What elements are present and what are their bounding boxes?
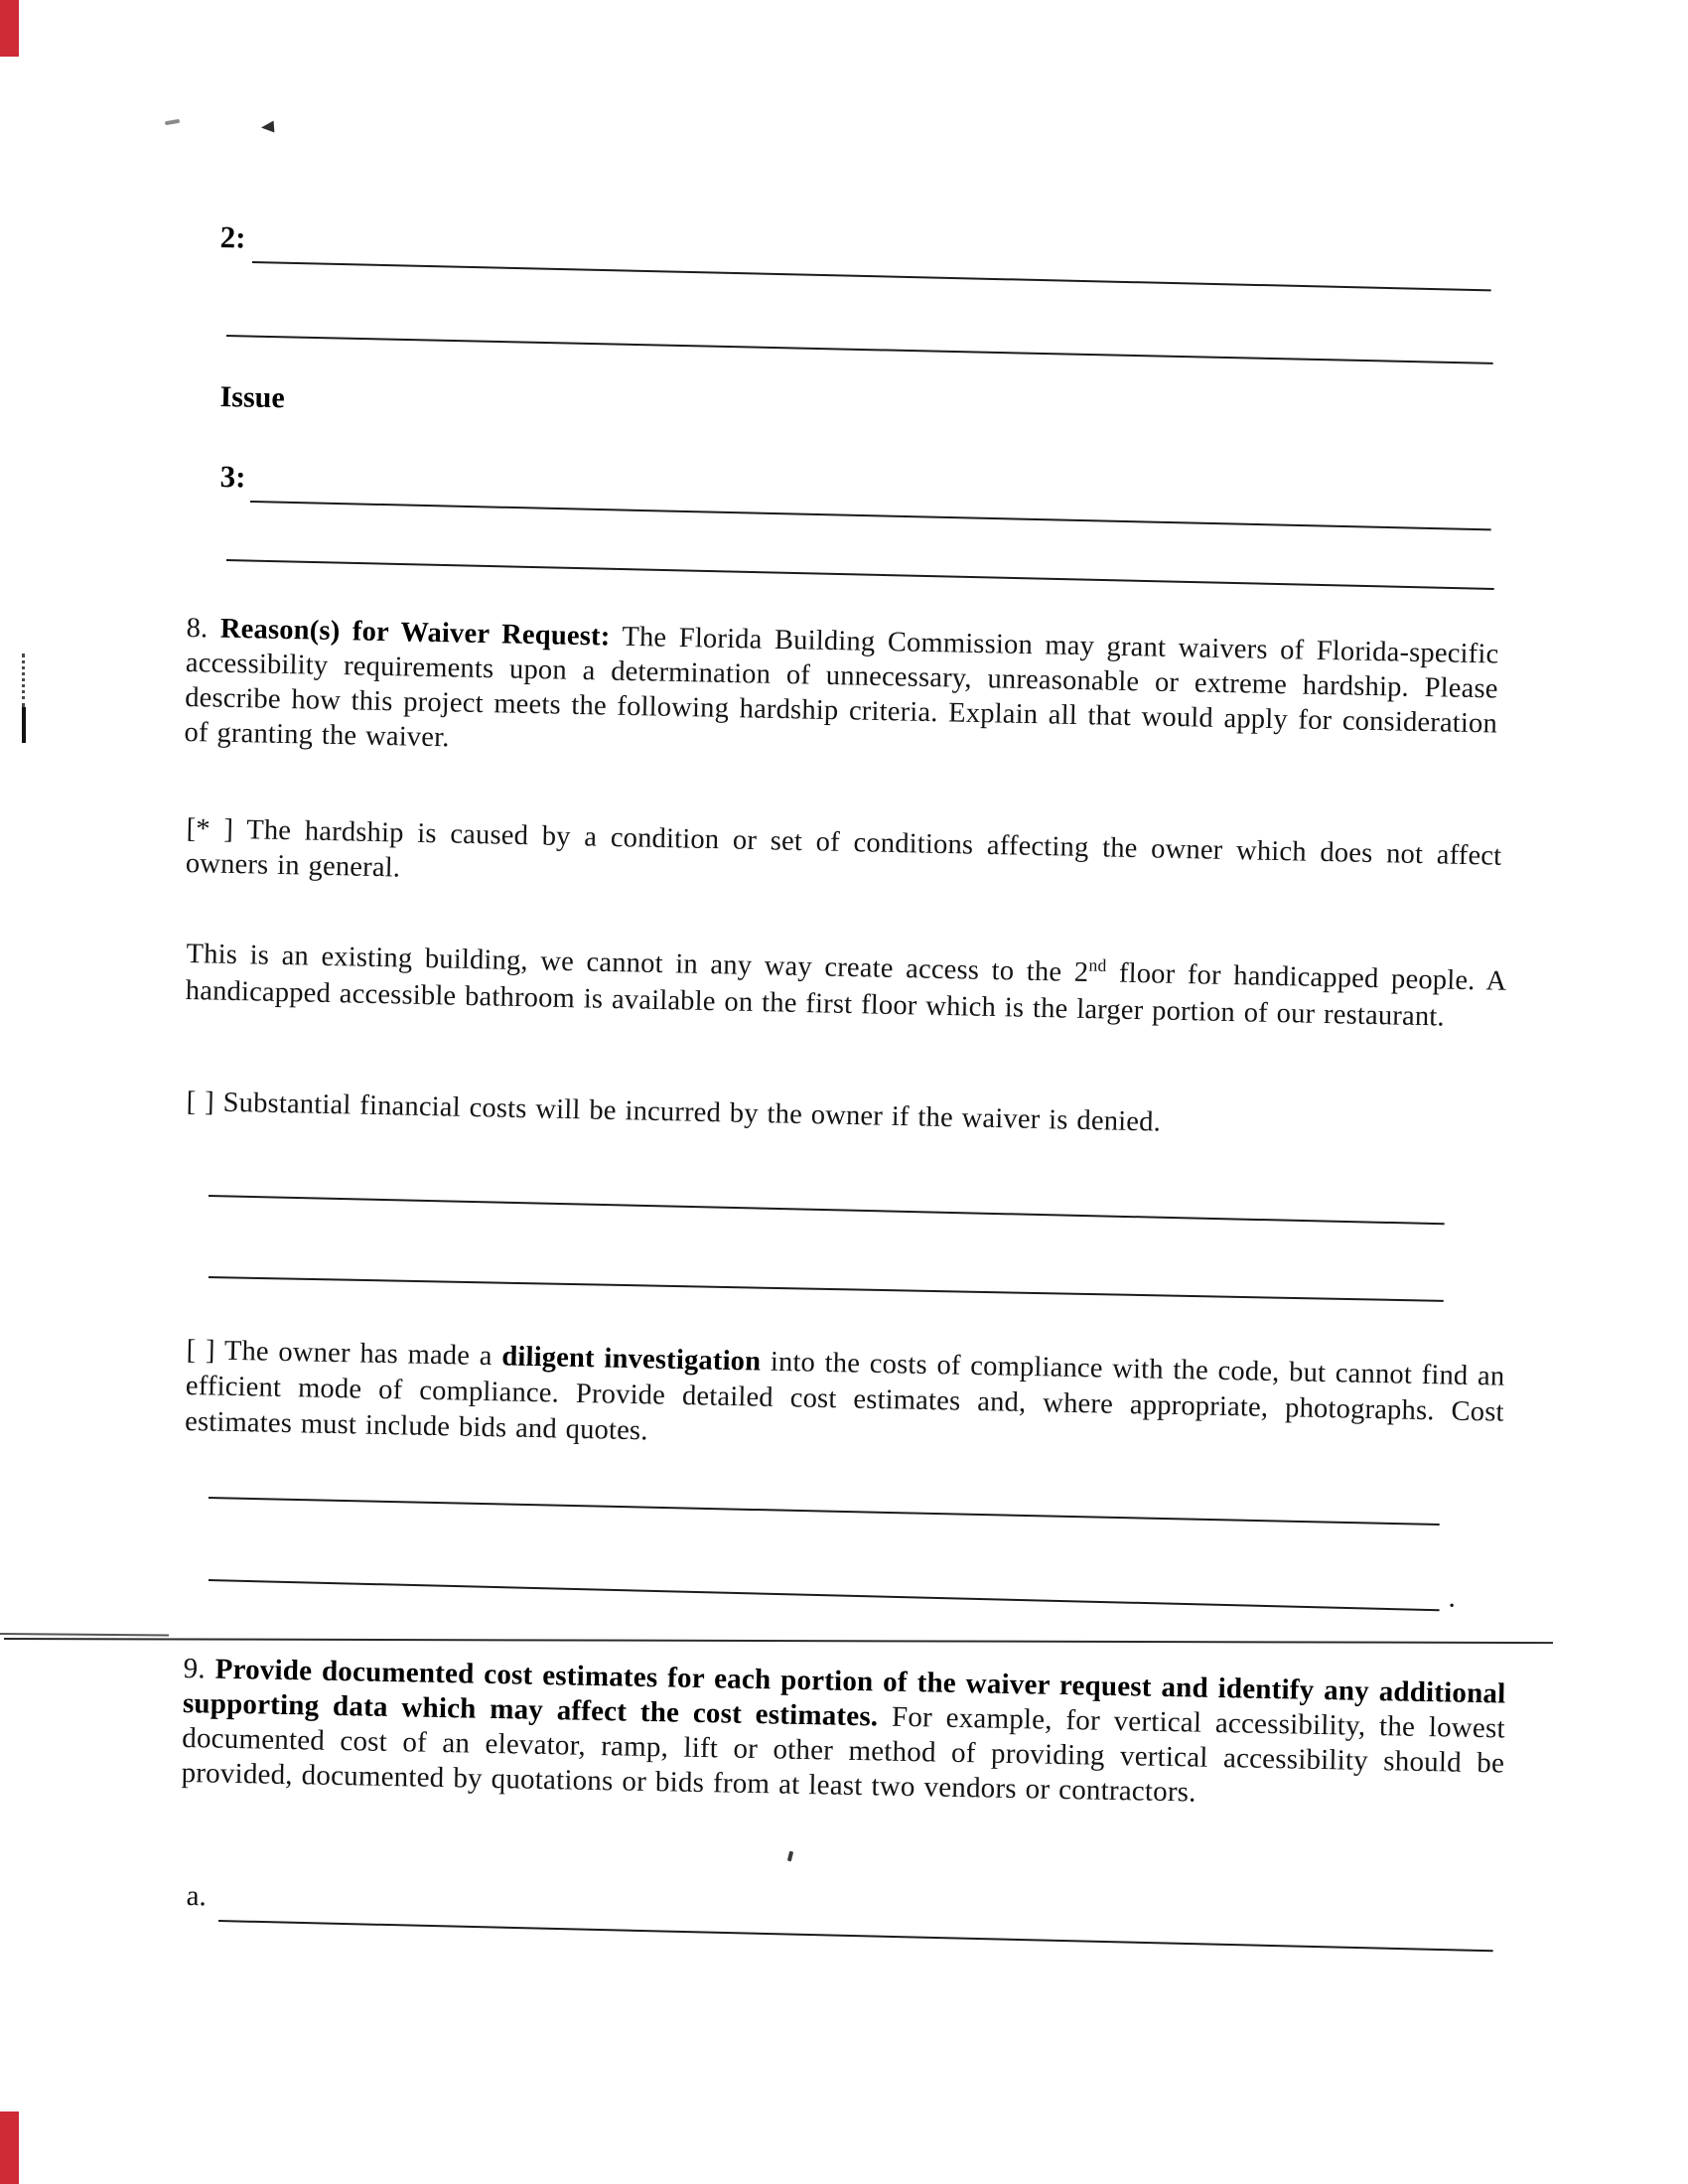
section-8-paragraph	[184, 611, 1499, 777]
scan-edge-mark-bottom	[0, 2111, 19, 2184]
answer-line-4	[209, 1579, 1457, 1614]
diligent-bold-phrase: diligent investigation	[501, 1341, 762, 1378]
financial-criterion-text: Substantial financial costs will be incurred by the owner if the waiver is denied.	[222, 1087, 1162, 1138]
answer-line-1	[209, 1195, 1445, 1225]
section-9-paragraph	[181, 1652, 1505, 1817]
section-9-body-text: For example, for vertical accessibility, the lowest documented cost of an elevator, ramp, lift or other method of providing vertical accessibility should be provided, documented by quotations or bids from at least two vendors or contractors.	[181, 1700, 1506, 1809]
hardship-criterion-item	[186, 811, 1502, 909]
field-2-continuation-line	[226, 335, 1493, 364]
issue-heading: Issue	[219, 380, 286, 415]
section-divider-line-left-fragment	[0, 1633, 169, 1636]
applicant-response-paragraph	[185, 936, 1506, 1037]
section-8-intro-text: The Florida Building Commission may grant waivers of Florida-specific accessibility requirements upon a determination of unnecessary, unreasonable or extreme hardship. Please describe how this project meets the following hardship criteria. Explain all that would apply for consideration of granting the waiver.	[184, 621, 1499, 754]
scan-speck-dash	[165, 119, 180, 126]
ordinal-superscript: nd	[1088, 954, 1107, 975]
answer-line-period: .	[1448, 1581, 1457, 1614]
answer-line-2	[209, 1276, 1444, 1302]
scan-speck-tick	[787, 1851, 793, 1862]
financial-checkbox-marker: [ ]	[186, 1086, 215, 1118]
hardship-checkbox-marker: [* ]	[186, 812, 234, 845]
section-8-title: Reason(s) for Waiver Request:	[219, 613, 611, 653]
scan-speck-arrow	[261, 121, 275, 134]
field-3-label: 3:	[219, 459, 246, 495]
field-3-answer-line	[250, 501, 1491, 530]
response-text-start: This is an existing building, we cannot in any way create access to the 2	[186, 938, 1089, 989]
diligent-checkbox-marker: [ ]	[186, 1334, 216, 1367]
section-8-number: 8.	[186, 612, 209, 645]
field-a-label: a.	[186, 1880, 208, 1913]
section-9-bold-lead: Provide documented cost estimates for each portion of the waiver request and identify any additional supporting data which may affect the cost estimates.	[182, 1653, 1506, 1733]
field-2-label: 2:	[219, 219, 246, 255]
section-divider-line	[4, 1638, 1553, 1644]
diligent-criterion-item	[185, 1333, 1505, 1467]
scan-edge-mark-top	[0, 0, 19, 57]
diligent-text-pre: The owner has made a	[223, 1335, 492, 1373]
margin-artifact-dotted-line	[22, 654, 25, 707]
answer-line-3	[209, 1497, 1440, 1526]
section-9-number: 9.	[183, 1652, 207, 1685]
field-2-answer-line	[252, 261, 1491, 291]
field-a-answer-line	[218, 1920, 1493, 1952]
margin-artifact-solid-line	[22, 707, 26, 743]
hardship-criterion-text: The hardship is caused by a condition or set of conditions affecting the owner which does not affect owners in general.	[185, 814, 1502, 884]
financial-criterion-item	[186, 1085, 1506, 1147]
diligent-text-post: into the costs of compliance with the code, but cannot find an efficient mode of compliance. Provide detailed cost estimates and, where appropriate, photographs. Cost estimates must include bids and quotes.	[184, 1346, 1505, 1447]
field-3-continuation-line	[226, 559, 1494, 590]
response-text-end: floor for handicapped people. A handicapped accessible bathroom is available on the first floor which is the larger portion of our restaurant.	[185, 957, 1507, 1033]
